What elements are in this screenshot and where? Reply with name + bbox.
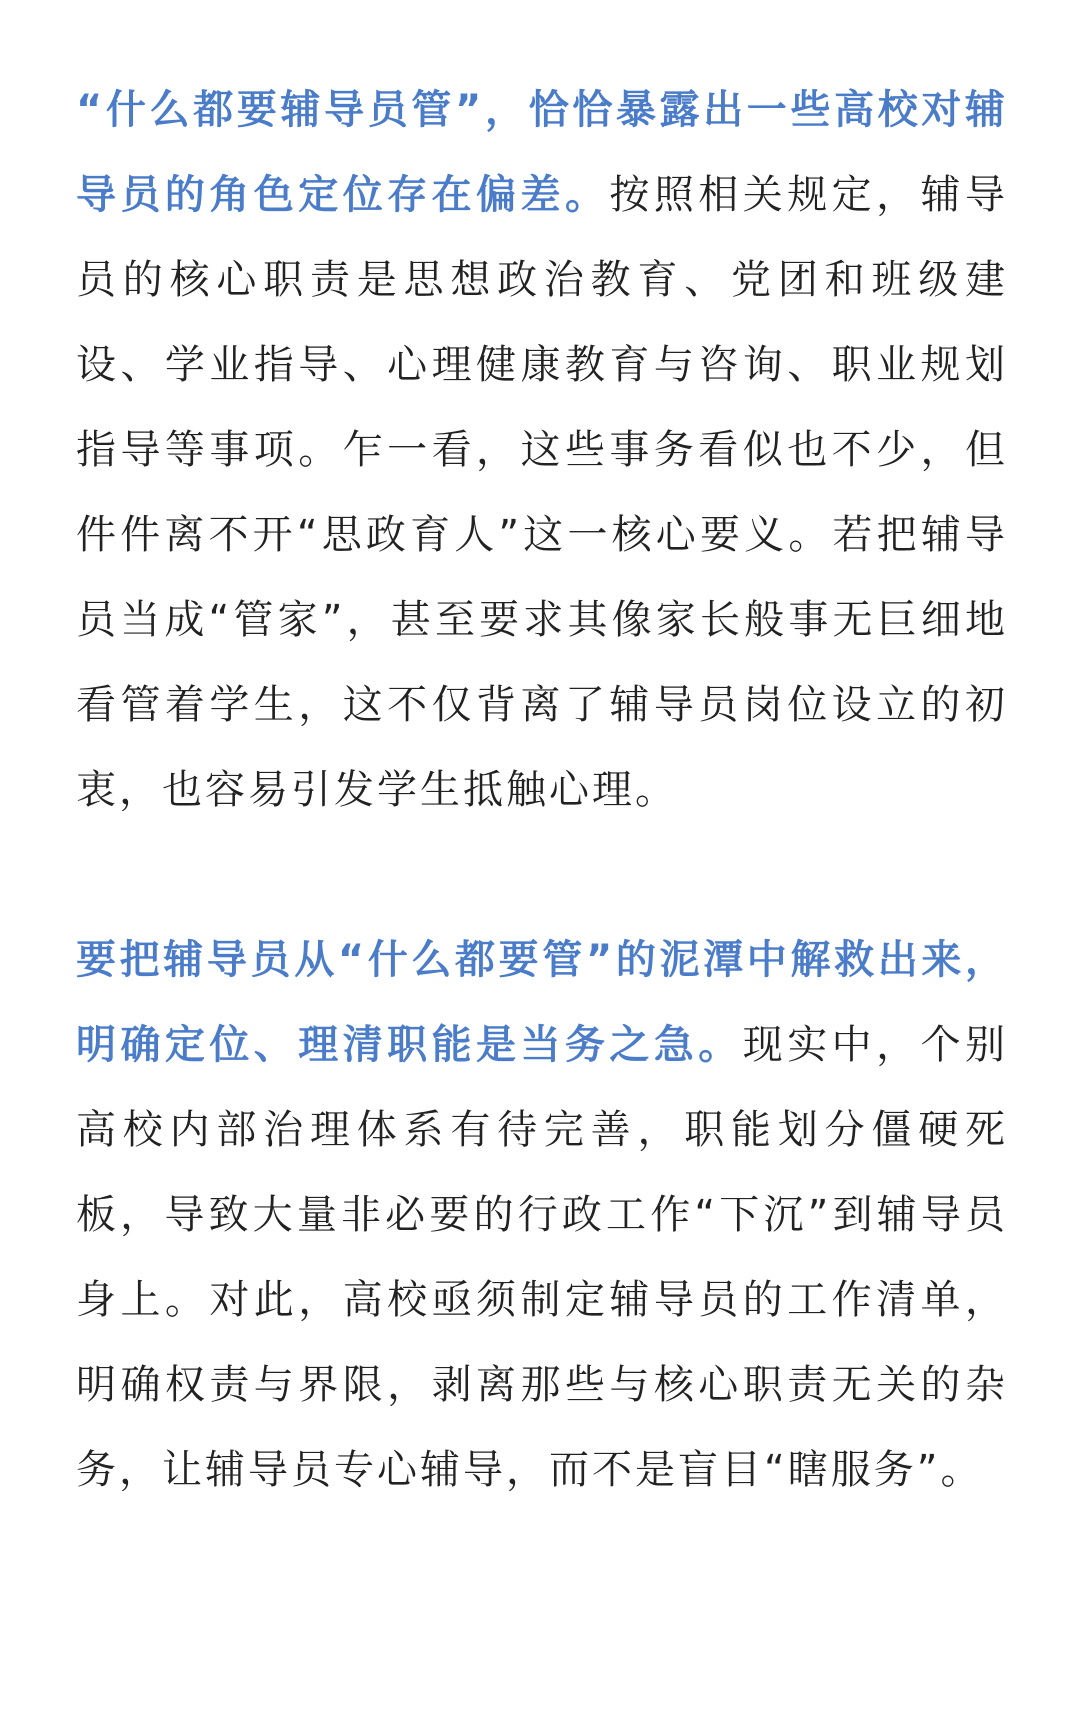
article-paragraph-2	[76, 918, 1008, 1513]
paragraph-2-body: 现实中，个别高校内部治理体系有待完善，职能划分僵硬死板，导致大量非必要的行政工作“下沉”到辅导员身上。对此，高校亟须制定辅导员的工作清单，明确权责与界限，剥离那些与核心职责无关的杂务，让辅导员专心辅导，而不是盲目“瞎服务”。	[76, 1022, 1008, 1493]
paragraph-1-body: 按照相关规定，辅导员的核心职责是思想政治教育、党团和班级建设、学业指导、心理健康教育与咨询、职业规划指导等事项。乍一看，这些事务看似也不少，但件件离不开“思政育人”这一核心要义。若把辅导员当成“管家”，甚至要求其像家长般事无巨细地看管着学生，这不仅背离了辅导员岗位设立的初衷，也容易引发学生抵触心理。	[76, 172, 1009, 813]
article-paragraph-1	[76, 68, 1008, 833]
paragraph-2-highlight: 要把辅导员从“什么都要管”的泥潭中解救出来，明确定位、理清职能是当务之急。	[76, 937, 1008, 1068]
paragraph-1-highlight: “什么都要辅导员管”，恰恰暴露出一些高校对辅导员的角色定位存在偏差。	[76, 87, 1008, 218]
